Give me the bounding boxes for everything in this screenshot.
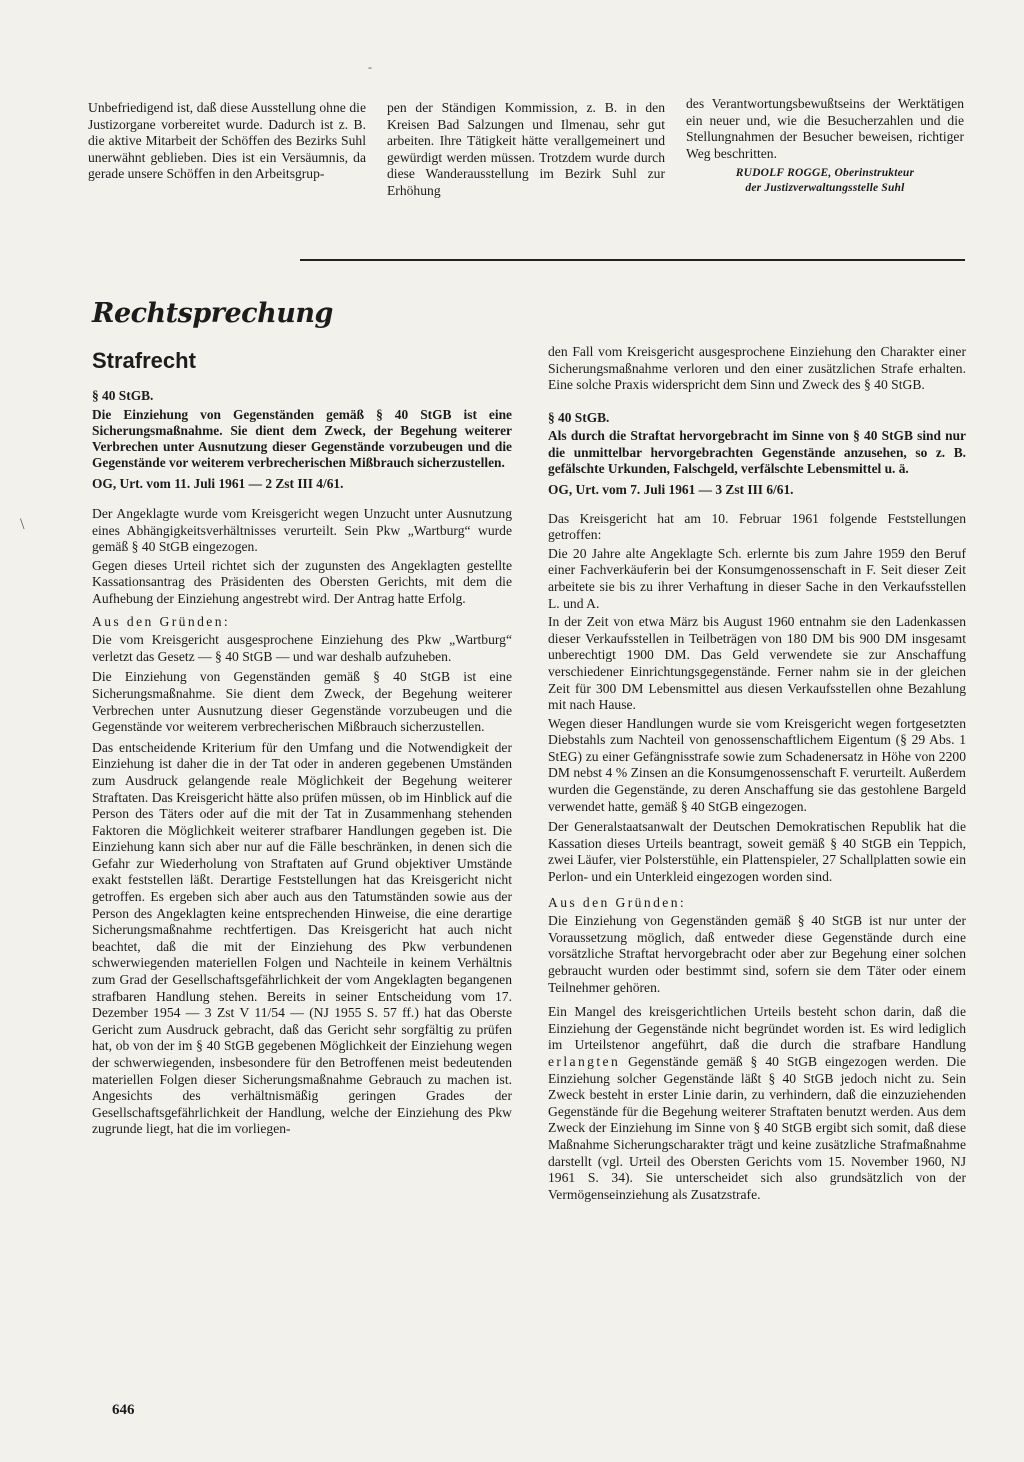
case2-reasons (548, 1004, 966, 1203)
case1-reasons-heading: Aus den Gründen: (92, 613, 231, 629)
case2-reasons-text: Ein Mangel des kreisgerichtlichen Urteils besteht schon darin, daß die Einziehung der Gegenstände nicht begründet worden ist. Es wird lediglich im Urteilstenor angeführt, daß die durch die strafbare Handlung (548, 1004, 966, 1053)
case1-reasons: Die Einziehung von Gegenständen gemäß § 40 StGB ist eine Sicherungsmaßnahme. Sie dient dem Zweck, der Begehung weiterer Verbrechen unter Ausnutzung dieser Gegenstände vorzubeugen und die Gegenstände vor weiterem verbrecherischen Mißbrauch sicherzustellen. (92, 669, 512, 735)
case1-reasons: Die vom Kreisgericht ausgesprochene Einziehung des Pkw „Wartburg“ verletzt das Gesetz — § 40 StGB — und war deshalb aufzuheben. (92, 632, 512, 664)
previous-article-column-left (88, 100, 366, 183)
scan-mark: \ (20, 516, 25, 533)
previous-article-text: des Verantwortungsbewußtseins der Werktätigen ein neuer und, wie die Besucherzahlen und die Stellungnahmen der Besucher beweisen, richtiger Weg beschritten. (686, 96, 964, 161)
case2-facts: In der Zeit von etwa März bis August 1960 entnahm sie den Ladenkassen dieser Verkaufsstellen in Teilbeträgen von 180 DM bis 900 DM insgesamt unberechtigt 1900 DM. Das Geld verwendete sie zur Anschaffung verschiedener Einrichtungsgegenstände. Ferner nahm sie in der gleichen Zeit für 300 DM Lebensmittel aus diesen Verkaufsstellen ohne Bezahlung mit nach Hause. (548, 614, 966, 713)
case2-facts: Wegen dieser Handlungen wurde sie vom Kreisgericht wegen fortgesetzten Diebstahls zum Nachteil von genossenschaftlichem Eigentum (§ 29 Abs. 1 StEG) zu einer Gefängnisstrafe sowie zum Schadenersatz in Höhe von 2200 DM nebst 4 % Zinsen an die Konsumgenossenschaft F. verurteilt. Außerdem wurden die Gegenstände, zu deren Anschaffung sie das gestohlene Bargeld verwendet hatte, gemäß § 40 StGB eingezogen. (548, 715, 966, 814)
case1-facts: Gegen dieses Urteil richtet sich der zugunsten des Angeklagten gestellte Kassationsantrag des Präsidenten des Obersten Gerichts, mit dem die Aufhebung der Einziehung angestrebt wird. Der Antrag hatte Erfolg. (92, 557, 512, 606)
page-number: 646 (112, 1402, 135, 1418)
author-signature (686, 166, 964, 196)
case2-facts: Das Kreisgericht hat am 10. Februar 1961 folgende Feststellungen getroffen: (548, 510, 966, 543)
case2-citation: OG, Urt. vom 7. Juli 1961 — 3 Zst III 6/61. (548, 481, 794, 497)
main-column-left (92, 388, 512, 1138)
scan-mark: - (368, 60, 372, 74)
author-affiliation: der Justizverwaltungsstelle Suhl (745, 182, 905, 195)
main-column-right (548, 344, 966, 1203)
author-name: RUDOLF ROGGE, Oberinstrukteur (735, 167, 915, 180)
case2-reasons-heading: Aus den Gründen: (548, 894, 687, 910)
case2-paragraph-ref: § 40 StGB. (548, 409, 610, 425)
case2-facts: Die 20 Jahre alte Angeklagte Sch. erlernte bis zum Jahre 1959 den Beruf einer Fachverkäuferin bei der Konsumgenossenschaft in F. Seit dieser Zeit arbeitete sie bis zu ihrer Verhaftung in dieser Sache in den Verkaufsstellen L. und A. (548, 545, 966, 611)
previous-article-text: Unbefriedigend ist, daß diese Ausstellung ohne die Justizorgane vorbereitet wurde. Dadurch ist z. B. die aktive Mitarbeit der Schöffen des Bezirks Suhl unerwähnt geblieben. Dies ist ein Versäumnis, da gerade unsere Schöffen in den Arbeitsgrup- (88, 100, 366, 182)
subsection-title: Strafrecht (92, 348, 196, 373)
case2-facts: Der Generalstaatsanwalt der Deutschen Demokratischen Republik hat die Kassation dieses Urteils beantragt, soweit gemäß § 40 StGB ein Teppich, zwei Läufer, vier Polsterstühle, ein Plattenspieler, 27 Schallplatten sowie ein Perlon- und ein Unterkleid eingezogen worden sind. (548, 819, 966, 885)
section-divider (300, 259, 965, 261)
previous-article-column-right (686, 96, 964, 196)
previous-article-text: pen der Ständigen Kommission, z. B. in den Kreisen Bad Salzungen und Ilmenau, sehr gut arbeiten. Ihre Tätigkeit hätte verallgemeinert und gewürdigt werden müssen. Trotzdem wurde durch diese Wanderausstellung im Bezirk Suhl zur Erhöhung (387, 100, 665, 198)
case1-reasons: Das entscheidende Kriterium für den Umfang und die Notwendigkeit der Einziehung ist daher die in der Tat oder in anderen gegebenen Umständen zum Ausdruck gelangende reale Möglichkeit der Begehung weiterer Straftaten. Das Kreisgericht hätte also prüfen müssen, ob im Hinblick auf die Person des Täters oder auf die mit der Tat in Zusammenhang stehenden Faktoren die Möglichkeit weiterer strafbarer Handlungen gegeben ist. Die Einziehung kann sich aber nur auf die Fälle beschränken, in denen sich die Gefahr zur Wiederholung von Straftaten auf Grund objektiver Umstände exakt feststellen läßt. Derartige Feststellungen hat das Kreisgericht nicht getroffen. Es ergeben sich aber auch aus den Tatumständen sowie aus der Person des Angeklagten keine entsprechenden Hinweise, die eine derartige Sicherungsmaßnahme rechtfertigen. Das Kreisgericht hat auch nicht beachtet, daß die mit der Einziehung des Pkw verbundenen schwerwiegenden materiellen Folgen und Nachteile in keinem Verhältnis zum Grad der Gesellschaftsgefährlichkeit der vom Angeklagten begangenen strafbaren Handlung stehen. Bereits in seiner Entscheidung vom 17. Dezember 1954 — 3 Zst V 11/54 — (NJ 1955 S. 57 ff.) hat das Oberste Gericht zum Ausdruck gebracht, daß das Gericht sehr sorgfältig zu prüfen hat, ob von der im § 40 StGB gegebenen Möglichkeit der Einziehung wegen der schwerwiegenden, insbesondere für den Betroffenen meist bedeutenden materiellen Folgen dieser Sicherungsmaßnahme Gebrauch zu machen ist. Angesichts des verhältnismäßig geringen Grades der Gesellschaftsgefährlichkeit der Handlung, welche der Einziehung des Pkw zugrunde liegt, hat die im vorliegen- (92, 739, 512, 1137)
case2-reasons-text: Gegenstände gemäß § 40 StGB eingezogen werden. Die Einziehung solcher Gegenstände läßt § 40 StGB jedoch nicht zu. Sein Zweck besteht in erster Linie darin, zu verhindern, daß die einzuziehenden Gegenstände für die Begehung weiterer Straftaten benutzt werden. Aus dem Zweck der Einziehung im Sinne von § 40 StGB ergibt sich somit, daß diese Maßnahme Sicherungscharakter trägt und keine zusätzliche Strafmaßnahme darstellt (vgl. Urteil des Obersten Gerichts vom 15. November 1960, NJ 1961 S. 34). Sie unterscheidet sich also grundsätzlich von der Vermögenseinziehung als Zusatzstrafe. (548, 1053, 966, 1202)
case1-continuation: den Fall vom Kreisgericht ausgesprochene Einziehung den Charakter einer Sicherungsmaßnahme verloren und den einer zusätzlichen Strafe erhalten. Eine solche Praxis widerspricht dem Sinn und Zweck des § 40 StGB. (548, 344, 966, 393)
case1-paragraph-ref: § 40 StGB. (92, 388, 154, 403)
case2-spaced-word: erlangten (548, 1053, 621, 1069)
section-title: Rechtsprechung (92, 298, 333, 329)
case1-citation: OG, Urt. vom 11. Juli 1961 — 2 Zst III 4/61. (92, 476, 344, 492)
case1-headnote: Die Einziehung von Gegenständen gemäß § 40 StGB ist eine Sicherungsmaßnahme. Sie dient dem Zweck, der Begehung weiterer Verbrechen unter Ausnutzung dieser Gegenstände vorzubeugen und die Gegenstände vor weiterem verbrecherischen Mißbrauch sicherzustellen. (92, 406, 512, 471)
case2-reasons: Die Einziehung von Gegenständen gemäß § 40 StGB ist nur unter der Voraussetzung möglich, daß entweder diese Gegenstände durch eine vorsätzliche Straftat hervorgebracht oder aber zur Begehung einer solchen gebraucht wurden oder bestimmt sind, sofern sie dem Täter oder einem Teilnehmer gehören. (548, 913, 966, 995)
previous-article-column-middle (387, 100, 665, 200)
case2-headnote: Als durch die Straftat hervorgebracht im Sinne von § 40 StGB sind nur die unmittelbar hervorgebrachten Gegenstände anzusehen, so z. B. gefälschte Urkunden, Falschgeld, verfälschte Lebensmittel u. ä. (548, 428, 966, 476)
case1-facts: Der Angeklagte wurde vom Kreisgericht wegen Unzucht unter Ausnutzung eines Abhängigkeitsverhältnisses verurteilt. Sein Pkw „Wartburg“ wurde gemäß § 40 StGB eingezogen. (92, 506, 512, 555)
